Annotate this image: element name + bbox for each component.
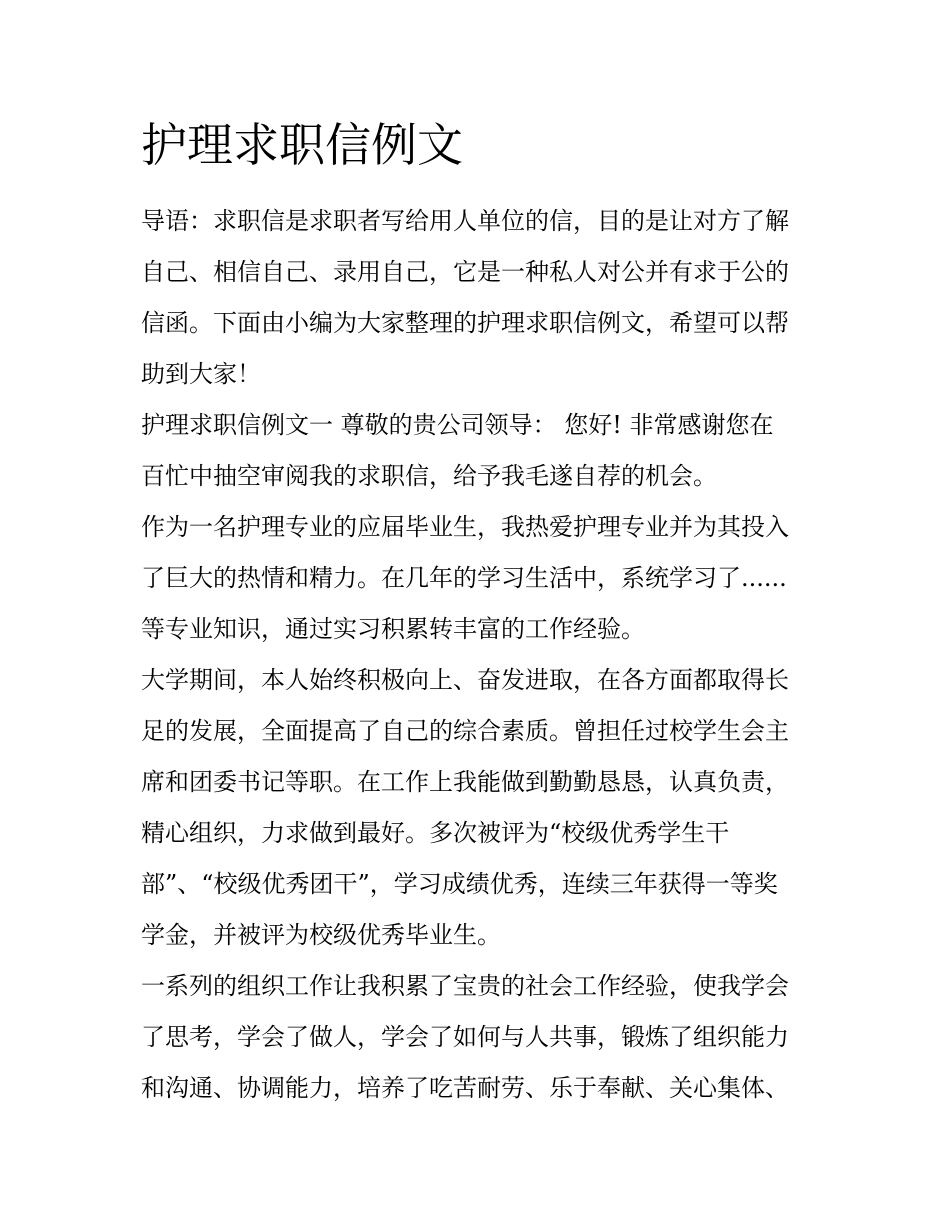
text-line: 等专业知识，通过实习积累转丰富的工作经验。 (141, 615, 645, 643)
text-line: 自己、相信自己、录用自己，它是一种私人对公并有求于公的 (141, 258, 789, 286)
text-line: 了巨大的热情和精力。在几年的学习生活中，系统学习了...... (141, 564, 787, 592)
text-line: 和沟通、协调能力，培养了吃苦耐劳、乐于奉献、关心集体、 (141, 1074, 789, 1102)
document-title: 护理求职信例文 (141, 118, 463, 172)
text-line: 足的发展，全面提高了自己的综合素质。曾担任过校学生会主 (141, 717, 789, 745)
text-line: 护理求职信例文一 尊敬的贵公司领导： 您好! 非常感谢您在 (141, 411, 774, 439)
text-line: 大学期间，本人始终积极向上、奋发进取，在各方面都取得长 (141, 666, 789, 694)
text-line: 信函。下面由小编为大家整理的护理求职信例文，希望可以帮 (141, 309, 789, 337)
text-line: 导语：求职信是求职者写给用人单位的信，目的是让对方了解 (141, 207, 789, 235)
text-line: 学金，并被评为校级优秀毕业生。 (141, 921, 501, 949)
text-line: 百忙中抽空审阅我的求职信，给予我毛遂自荐的机会。 (141, 462, 717, 490)
text-line: 精心组织，力求做到最好。多次被评为“校级优秀学生干 (141, 819, 730, 847)
text-line: 一系列的组织工作让我积累了宝贵的社会工作经验，使我学会 (141, 972, 789, 1000)
text-line: 了思考，学会了做人，学会了如何与人共事，锻炼了组织能力 (141, 1023, 789, 1051)
text-line: 作为一名护理专业的应届毕业生，我热爱护理专业并为其投入 (141, 513, 789, 541)
text-line: 助到大家！ (141, 360, 261, 388)
text-line: 部”、“校级优秀团干”，学习成绩优秀，连续三年获得一等奖 (141, 870, 778, 898)
text-line: 席和团委书记等职。在工作上我能做到勤勤恳恳，认真负责， (141, 768, 789, 796)
